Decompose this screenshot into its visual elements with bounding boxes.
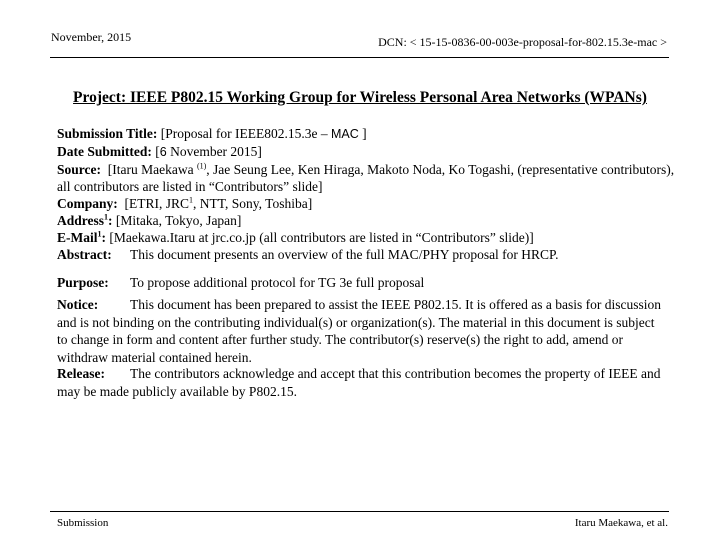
address-line (57, 212, 677, 229)
release-text: The contributors acknowledge and accept that this contribution becomes the property of IEEE and may be made publicly available by P802.15. (57, 366, 661, 399)
notice-row (57, 296, 667, 366)
company-pre: [ETRI, JRC (124, 196, 190, 211)
header-divider (50, 57, 669, 58)
footer-left: Submission (57, 517, 109, 529)
abstract-row (57, 246, 667, 264)
notice-label: Notice: (57, 297, 99, 312)
date-submitted-line (57, 143, 677, 161)
address-colon: : (108, 213, 113, 228)
source-line (57, 161, 677, 195)
header-date: November, 2015 (51, 30, 132, 44)
company-sup: 1 (189, 195, 194, 205)
company-label: Company: (57, 196, 118, 211)
date-submitted-label: Date Submitted: (57, 144, 152, 159)
email-colon: : (101, 230, 106, 245)
abstract-label: Abstract: (57, 247, 112, 262)
submission-title-label: Submission Title: (57, 126, 158, 141)
email-sup: 1 (97, 229, 102, 239)
header-dcn: DCN: < 15-15-0836-00-003e-proposal-for-802.15.3e-mac > (378, 35, 667, 49)
source-label: Source: (57, 162, 101, 177)
footer-divider (50, 511, 669, 512)
metadata-block (57, 125, 677, 246)
notice-text: This document has been prepared to assist the IEEE P802.15. It is offered as a basis for discussion and is not binding on the contributing individual(s) or organization(s). The material in this document is subject to change in form and content after further study. The contributor(s) reserve(s) the right to add, amend or withdraw material contained herein. (57, 297, 662, 365)
abstract-text: This document presents an overview of the full MAC/PHY proposal for HRCP. (130, 247, 559, 262)
email-line (57, 229, 677, 246)
email-label: E-Mail (57, 230, 98, 245)
source-sup: (1) (196, 161, 207, 171)
address-sup: 1 (104, 212, 109, 222)
footer-right: Itaru Maekawa, et al. (574, 517, 668, 529)
source-name1: [Itaru Maekawa (107, 162, 194, 177)
date-submitted-rest: November 2015] (170, 144, 262, 159)
source-rest: , Jae Seung Lee, Ken Hiraga, Makoto Noda, Ko Togashi, (representative contributors), all contributors are listed in “Contributors” slide] (57, 162, 675, 194)
purpose-text: To propose additional protocol for TG 3e full proposal (130, 275, 425, 290)
date-submitted-open: [ (155, 144, 160, 159)
email-value: [Maekawa.Itaru at jrc.co.jp (all contributors are listed in “Contributors” slide)] (109, 230, 534, 245)
submission-title-mac: MAC (331, 127, 359, 141)
release-row (57, 365, 667, 400)
date-submitted-day: 6 (159, 145, 167, 159)
submission-title-value: [Proposal for IEEE802.15.3e – (160, 126, 328, 141)
address-value: [Mitaka, Tokyo, Japan] (115, 213, 242, 228)
address-label: Address (57, 213, 105, 228)
purpose-row (57, 274, 667, 292)
purpose-label: Purpose: (57, 275, 109, 290)
page-title: Project: IEEE P802.15 Working Group for Wireless Personal Area Networks (WPANs) (73, 89, 647, 106)
company-line (57, 195, 677, 212)
submission-title-line (57, 125, 677, 143)
submission-title-close: ] (362, 126, 367, 141)
company-post: , NTT, Sony, Toshiba] (193, 196, 313, 211)
release-label: Release: (57, 366, 105, 381)
